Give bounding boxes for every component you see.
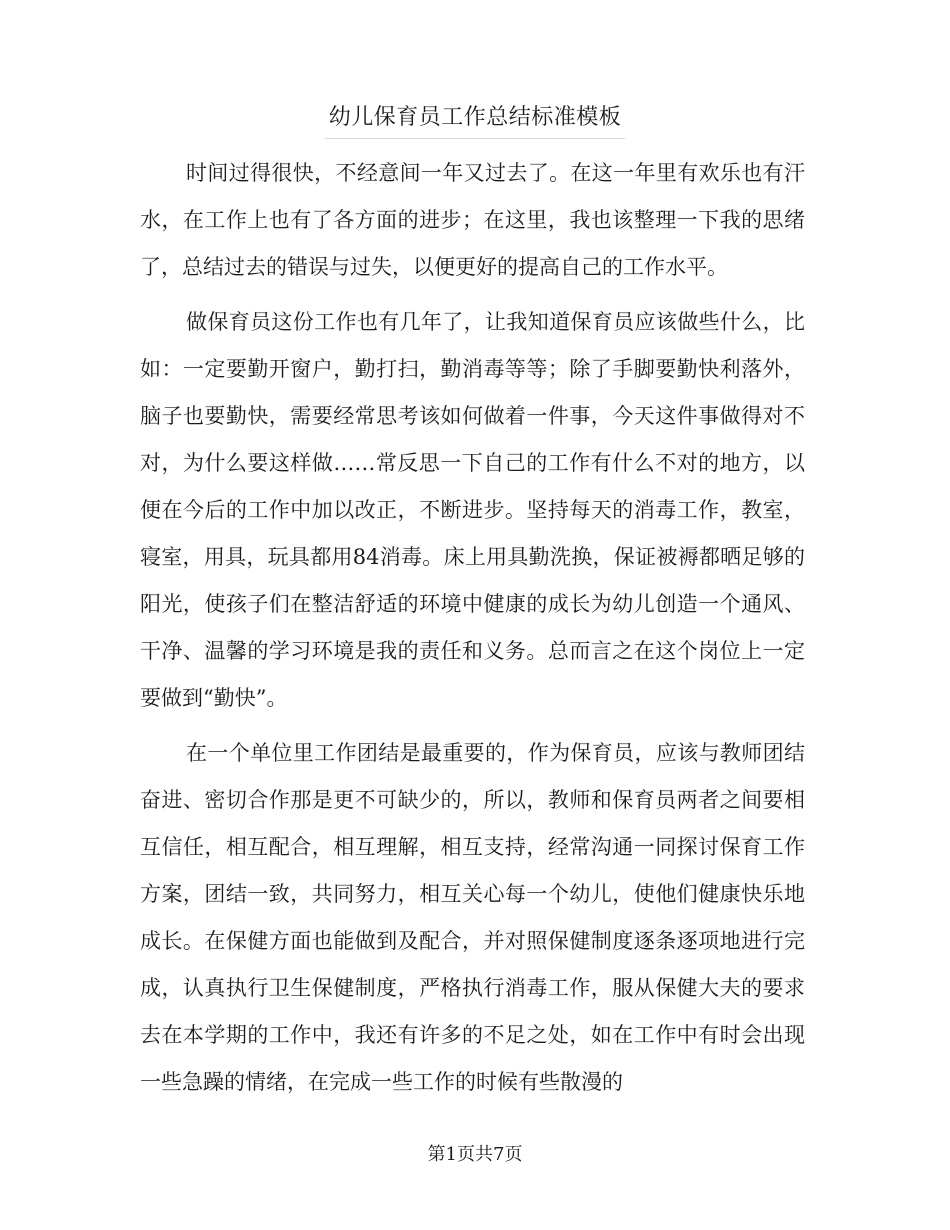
document-title: 幼儿保育员工作总结标准模板 bbox=[325, 98, 626, 139]
paragraph-1: 时间过得很快，不经意间一年又过去了。在这一年里有欢乐也有汗水，在工作上也有了各方面的进步；在这里，我也该整理一下我的思绪了，总结过去的错误与过失，以便更好的提高自己的工作水平。 bbox=[140, 161, 805, 279]
page-footer: 第1页共7页 bbox=[427, 1144, 523, 1165]
paragraph-2: 做保育员这份工作也有几年了，让我知道保育员应该做些什么，比如：一定要勤开窗户，勤打扫，勤消毒等等；除了手脚要勤快利落外，脑子也要勤快，需要经常思考该如何做着一件事，今天这件事做得对不对，为什么要这样做……常反思一下自己的工作有什么不对的地方，以便在今后的工作中加以改正，不断进步。坚持每天的消毒工作，教室，寝室，用具，玩具都用84消毒。床上用具勤洗换，保证被褥都晒足够的阳光，使孩子们在整洁舒适的环境中健康的成长为幼儿创造一个通风、干净、温馨的学习环境是我的责任和义务。总而言之在这个岗位上一定要做到“勤快”。 bbox=[140, 310, 805, 710]
title-container bbox=[0, 98, 950, 139]
document-body bbox=[140, 150, 805, 1114]
paragraph-3: 在一个单位里工作团结是最重要的，作为保育员，应该与教师团结奋进、密切合作那是更不可缺少的，所以，教师和保育员两者之间要相互信任，相互配合，相互理解，相互支持，经常沟通一同探讨保育工作方案，团结一致，共同努力，相互关心每一个幼儿，使他们健康快乐地成长。在保健方面也能做到及配合，并对照保健制度逐条逐项地进行完成，认真执行卫生保健制度，严格执行消毒工作，服从保健大夫的要求去在本学期的工作中，我还有许多的不足之处，如在工作中有时会出现一些急躁的情绪，在完成一些工作的时候有些散漫的 bbox=[140, 741, 805, 1094]
